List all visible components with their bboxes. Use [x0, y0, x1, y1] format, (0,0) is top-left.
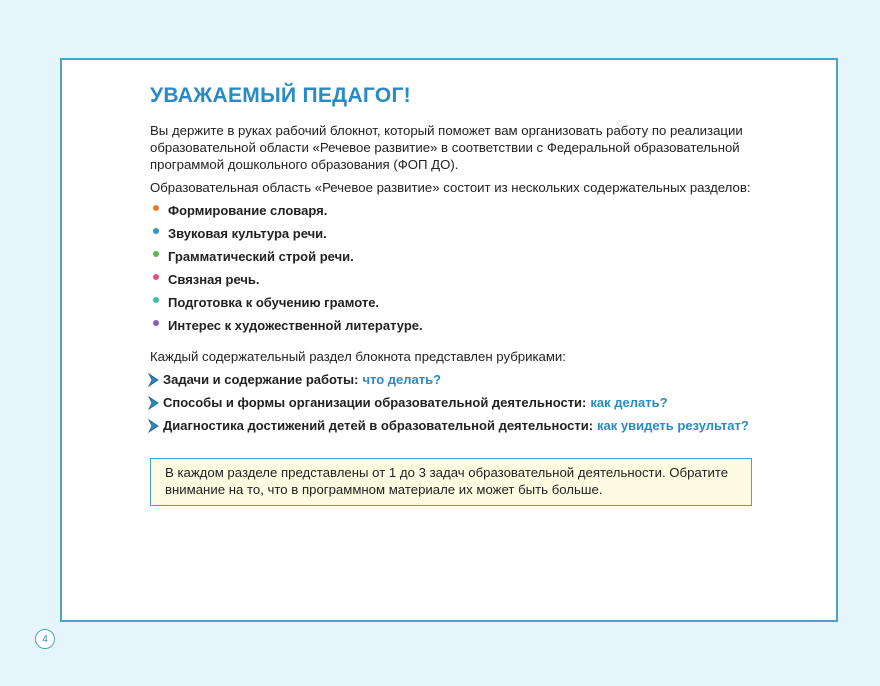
section-item: [150, 248, 760, 265]
sections-lead: Образовательная область «Речевое развитие» состоит из нескольких содержательных разделов:: [150, 180, 751, 195]
section-item: [150, 317, 760, 334]
rubric-question: как делать?: [590, 395, 668, 410]
page-title: УВАЖАЕМЫЙ ПЕДАГОГ!: [150, 84, 411, 107]
bullet-dot-icon: [153, 320, 159, 326]
sections-list: [150, 202, 760, 334]
bullet-dot-icon: [153, 274, 159, 280]
rubric-item: [147, 417, 760, 434]
rubrics-list: [147, 371, 760, 434]
section-label: Подготовка к обучению грамоте.: [168, 295, 380, 310]
section-label: Интерес к художественной литературе.: [168, 318, 423, 333]
arrow-marker-icon: [147, 373, 160, 387]
section-item: [150, 294, 760, 311]
rubric-item: [147, 394, 760, 411]
note-box: В каждом разделе представлены от 1 до 3 задач образовательной деятельности. Обратите внимание на то, что в программном материале их может быть больше.: [150, 458, 752, 506]
section-label: Формирование словаря.: [168, 203, 328, 218]
bullet-dot-icon: [153, 251, 159, 257]
section-item: [150, 271, 760, 288]
intro-paragraph: Вы держите в руках рабочий блокнот, который поможет вам организовать работу по реализации образовательной области «Речевое развитие» в соответствии с Федеральной образовательной программой дошкольного образования (ФОП ДО).: [150, 123, 743, 172]
page-frame: [60, 58, 838, 622]
bullet-dot-icon: [153, 297, 159, 303]
section-label: Звуковая культура речи.: [168, 226, 327, 241]
rubric-label: Задачи и содержание работы:: [163, 372, 359, 387]
section-item: [150, 202, 760, 219]
arrow-marker-icon: [147, 396, 160, 410]
page-number: 4: [35, 629, 55, 649]
rubrics-lead: Каждый содержательный раздел блокнота представлен рубриками:: [150, 349, 566, 364]
bullet-dot-icon: [153, 228, 159, 234]
section-item: [150, 225, 760, 242]
section-label: Связная речь.: [168, 272, 260, 287]
rubric-question: что делать?: [362, 372, 442, 387]
rubric-label: Способы и формы организации образовательной деятельности:: [163, 395, 587, 410]
rubric-label: Диагностика достижений детей в образовательной деятельности:: [163, 418, 594, 433]
section-label: Грамматический строй речи.: [168, 249, 354, 264]
rubric-question: как увидеть результат?: [597, 418, 749, 433]
rubric-item: [147, 371, 760, 388]
page-content: [150, 84, 760, 506]
arrow-marker-icon: [147, 419, 160, 433]
bullet-dot-icon: [153, 205, 159, 211]
